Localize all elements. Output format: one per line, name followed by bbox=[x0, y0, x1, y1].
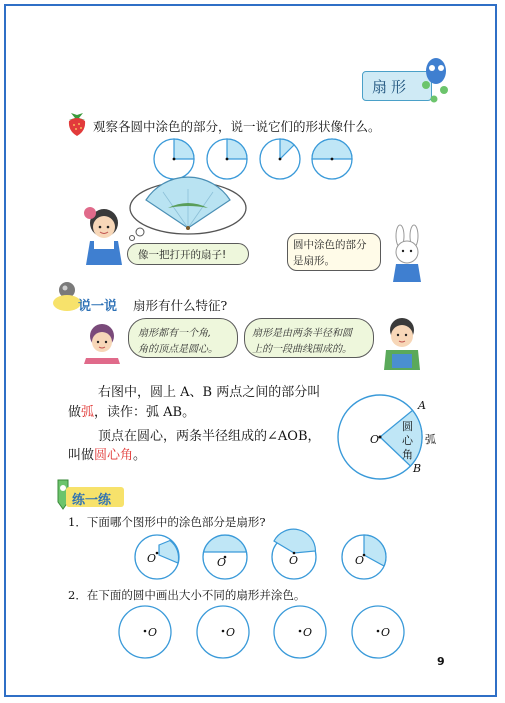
shuo-label: 说一说 bbox=[78, 299, 118, 314]
section-title: 扇形 bbox=[372, 78, 411, 96]
q1-o-label-3: O bbox=[289, 554, 299, 567]
q2-circle-3[interactable] bbox=[272, 604, 328, 660]
central-angle-char-1: 圆 bbox=[402, 420, 413, 433]
q1-o-label-4: O bbox=[355, 554, 365, 567]
q2-circle-1[interactable] bbox=[117, 604, 173, 660]
fan-icon bbox=[143, 188, 233, 230]
girl-illustration bbox=[78, 205, 130, 267]
angle-definition-line-1: 顶点在圆心，两条半径组成的∠AOB， bbox=[98, 429, 321, 444]
arc-term: 弧 bbox=[81, 405, 95, 420]
right-feature-line-2: 上的一段曲线围成的。 bbox=[252, 344, 352, 355]
intro-text: 观察各圆中涂色的部分，说一说它们的形状像什么。 bbox=[93, 119, 381, 134]
arc-definition-line-1: 右图中，圆上 A、B 两点之间的部分叫 bbox=[98, 385, 321, 400]
label-O: O bbox=[370, 433, 380, 446]
q1-o-label-1: O bbox=[147, 552, 157, 565]
q2-o-label-2: O bbox=[226, 626, 236, 639]
angle-definition-prefix: 叫做 bbox=[68, 448, 95, 463]
boy-illustration bbox=[380, 314, 424, 370]
rabbit-illustration bbox=[386, 226, 428, 284]
observe-circle-3 bbox=[258, 137, 302, 181]
q2-o-label-3: O bbox=[303, 626, 313, 639]
question-2: 2．在下面的圆中画出大小不同的扇形并涂色。 bbox=[68, 588, 306, 602]
strawberry-icon bbox=[66, 111, 88, 137]
label-A: A bbox=[418, 399, 426, 412]
central-angle-char-3: 角 bbox=[402, 448, 413, 461]
central-angle-term: 圆心角 bbox=[94, 448, 134, 463]
arc-definition-line-2 bbox=[68, 401, 195, 420]
bell-icon bbox=[420, 55, 450, 105]
q2-o-label-1: O bbox=[148, 626, 158, 639]
angle-definition-line-2 bbox=[68, 444, 146, 463]
right-feature-line-1: 扇形是由两条半径和圆 bbox=[252, 328, 352, 339]
page-number: 9 bbox=[437, 655, 445, 668]
q1-option-1[interactable] bbox=[133, 533, 181, 581]
question-1: 1．下面哪个图形中的涂色部分是扇形? bbox=[68, 515, 266, 529]
label-B: B bbox=[413, 462, 422, 475]
q2-circle-2[interactable] bbox=[195, 604, 251, 660]
left-feature-line-1: 扇形都有一个角, bbox=[138, 328, 212, 339]
q2-o-label-4: O bbox=[381, 626, 391, 639]
q2-circle-4[interactable] bbox=[350, 604, 406, 660]
arc-definition-prefix: 做 bbox=[68, 405, 82, 420]
practice-label: 练一练 bbox=[72, 493, 112, 508]
q1-o-label-2: O bbox=[217, 556, 227, 569]
girl-2-illustration bbox=[80, 320, 124, 364]
rabbit-speech-line-1: 圆中涂色的部分 bbox=[293, 239, 367, 251]
observe-circle-1 bbox=[152, 137, 196, 181]
girl-speech-text: 像一把打开的扇子! bbox=[138, 249, 227, 261]
observe-circle-4 bbox=[310, 137, 354, 181]
arc-definition-suffix: ，读作：弧 AB。 bbox=[94, 405, 196, 420]
left-feature-line-2: 角的顶点是圆心。 bbox=[138, 344, 218, 355]
label-arc: 弧 bbox=[425, 433, 436, 446]
observe-circle-2 bbox=[205, 137, 249, 181]
central-angle-char-2: 心 bbox=[402, 434, 413, 447]
rabbit-speech-line-2: 是扇形。 bbox=[293, 255, 335, 267]
angle-definition-suffix: 。 bbox=[133, 448, 147, 463]
shuo-question: 扇形有什么特征? bbox=[133, 298, 228, 313]
